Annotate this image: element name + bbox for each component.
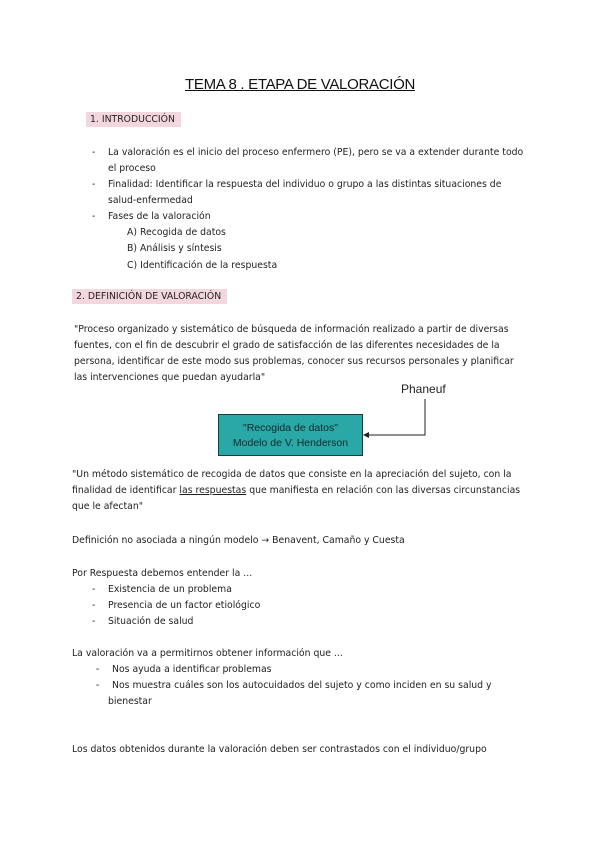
box-line-2: Modelo de V. Henderson xyxy=(232,437,349,449)
connector-arrow xyxy=(360,395,450,445)
list-item: Nos ayuda a identificar problemas xyxy=(112,664,272,675)
list-item: Presencia de un factor etiológico xyxy=(108,600,261,611)
definition-line: finalidad de identificar las respuestas que manifiesta en relación con las diversas circunstancias xyxy=(72,485,521,496)
list-item: Fases de la valoración xyxy=(108,211,211,222)
bullet-dash: - xyxy=(96,680,100,691)
section-2-heading: 2. DEFINICIÓN DE VALORACIÓN xyxy=(72,289,227,305)
author-label: Phaneuf xyxy=(401,382,446,396)
bullet-dash: - xyxy=(92,147,96,158)
page-title: TEMA 8 . ETAPA DE VALORACIÓN xyxy=(185,76,415,93)
phase-item: C) Identificación de la respuesta xyxy=(127,260,278,271)
bullet-dash: - xyxy=(92,211,96,222)
list-item-continuation: el proceso xyxy=(108,163,156,174)
definition-3: Definición no asociada a ningún modelo → Benavent, Camaño y Cuesta xyxy=(72,535,405,546)
respuesta-intro: Por Respuesta debemos entender la ... xyxy=(72,568,253,579)
definition-line: que le afectan" xyxy=(72,501,144,512)
section-1-heading: 1. INTRODUCCIÓN xyxy=(86,112,181,128)
bullet-dash: - xyxy=(92,600,96,611)
box-line-1: "Recogida de datos" xyxy=(242,422,339,434)
list-item: Finalidad: Identificar la respuesta del individuo o grupo a las distintas situaciones de xyxy=(108,179,502,190)
bullet-dash: - xyxy=(92,616,96,627)
closing-paragraph: Los datos obtenidos durante la valoración deben ser contrastados con el individuo/grupo xyxy=(72,744,487,755)
underlined-term: las respuestas xyxy=(179,485,247,496)
list-item: Existencia de un problema xyxy=(108,584,232,595)
definition-line: persona, identificar de este modo sus problemas, conocer sus recursos personales y planificar xyxy=(74,356,514,367)
list-item: La valoración es el inicio del proceso enfermero (PE), pero se va a extender durante todo xyxy=(108,147,524,158)
definition-line: las intervenciones que puedan ayudarla" xyxy=(74,372,266,383)
definition-line: "Un método sistemático de recogida de datos que consiste en la apreciación del sujeto, con la xyxy=(72,469,512,480)
list-item-continuation: bienestar xyxy=(108,696,152,707)
bullet-dash: - xyxy=(92,584,96,595)
bullet-dash: - xyxy=(92,179,96,190)
definition-line: "Proceso organizado y sistemático de búsqueda de información realizado a partir de diversas xyxy=(74,324,509,335)
phase-item: B) Análisis y síntesis xyxy=(127,243,222,254)
permite-intro: La valoración va a permitirnos obtener información que ... xyxy=(72,648,343,659)
definition-line: fuentes, con el fin de descubrir el grado de satisfacción de las diferentes necesidades de la xyxy=(74,340,500,351)
list-item: Nos muestra cuáles son los autocuidados del sujeto y como inciden en su salud y xyxy=(112,680,492,691)
phase-item: A) Recogida de datos xyxy=(127,227,226,238)
model-box xyxy=(218,414,363,456)
bullet-dash: - xyxy=(96,664,100,675)
list-item: Situación de salud xyxy=(108,616,194,627)
list-item-continuation: salud-enfermedad xyxy=(108,195,193,206)
